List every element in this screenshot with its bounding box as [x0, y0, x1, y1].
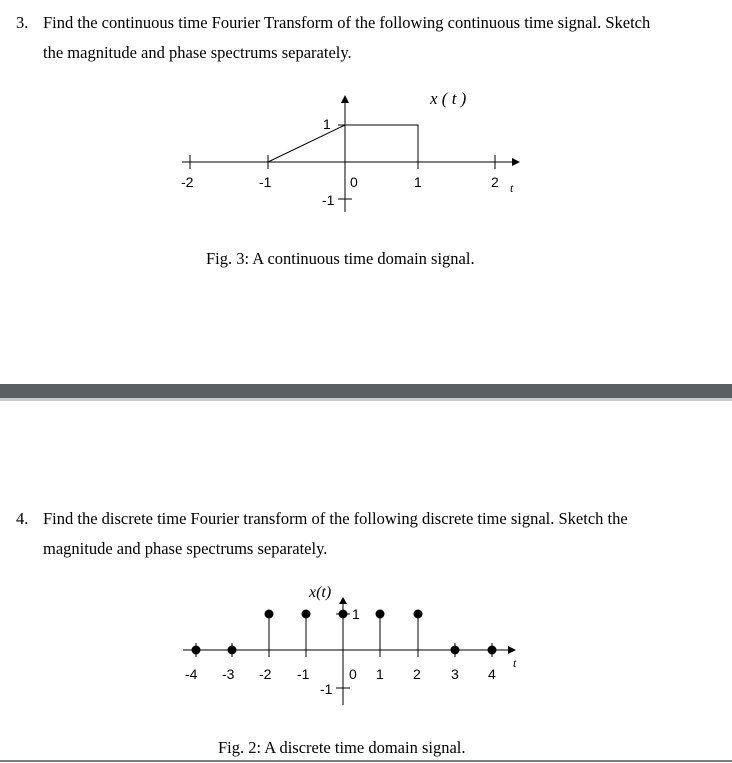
fig2-sample-point [302, 610, 310, 618]
fig2-y-arrow [339, 597, 347, 604]
fig2-x-tick-label: 3 [451, 666, 459, 682]
fig2-sample-point [265, 610, 273, 618]
fig3-y-tick-label-pos: 1 [323, 116, 331, 132]
fig2-x-tick-label: 1 [376, 666, 384, 682]
fig2-samples [192, 610, 496, 654]
page-bottom-border [0, 760, 732, 762]
question-4-line-2: magnitude and phase spectrums separately. [43, 539, 328, 558]
fig2-sample-point [192, 646, 200, 654]
fig3-x-tick-label: -1 [259, 174, 272, 190]
fig3-x-tick-label: 0 [350, 174, 358, 190]
fig2-x-tick-label: 4 [488, 666, 496, 682]
fig2-y-tick-label-neg: -1 [320, 681, 333, 697]
fig3-axis-var: t [510, 181, 514, 195]
fig3-y-tick-label-neg: -1 [322, 192, 335, 208]
figure-3-caption: Fig. 3: A continuous time domain signal. [206, 249, 475, 268]
fig3-signal-label: x ( t ) [430, 89, 467, 108]
fig2-sample-point [488, 646, 496, 654]
fig2-x-tick-label: -4 [185, 666, 198, 682]
figure-2-caption: Fig. 2: A discrete time domain signal. [218, 738, 466, 757]
fig3-x-tick-label: -2 [181, 174, 194, 190]
question-4-line-1: Find the discrete time Fourier transform of the following discrete time signal. Sketch the [43, 509, 628, 528]
question-3-number: 3. [16, 13, 29, 32]
fig2-sample-point [451, 646, 459, 654]
fig3-x-tick-label: 2 [491, 174, 499, 190]
fig2-x-tick-label: -1 [297, 666, 310, 682]
fig2-x-arrow [508, 646, 516, 654]
fig2-sample-point [414, 610, 422, 618]
fig2-x-tick-label: 2 [413, 666, 421, 682]
fig2-x-tick-label: -3 [222, 666, 235, 682]
question-4-number: 4. [16, 509, 29, 528]
fig2-x-tick-label: 0 [349, 666, 357, 682]
fig2-sample-point [376, 610, 384, 618]
question-3-line-1: Find the continuous time Fourier Transform of the following continuous time signal. Sketch [43, 13, 651, 32]
fig2-signal-label: x(t) [309, 584, 332, 601]
fig2-sample-point [228, 646, 236, 654]
question-3-line-2: the magnitude and phase spectrums separately. [43, 43, 352, 62]
fig3-x-tick-label: 1 [414, 174, 422, 190]
fig2-sample-point [339, 610, 347, 618]
fig2-axis-var: t [513, 656, 517, 670]
fig2-y-tick-label-pos: 1 [352, 606, 360, 622]
fig2-x-tick-label: -2 [259, 666, 272, 682]
